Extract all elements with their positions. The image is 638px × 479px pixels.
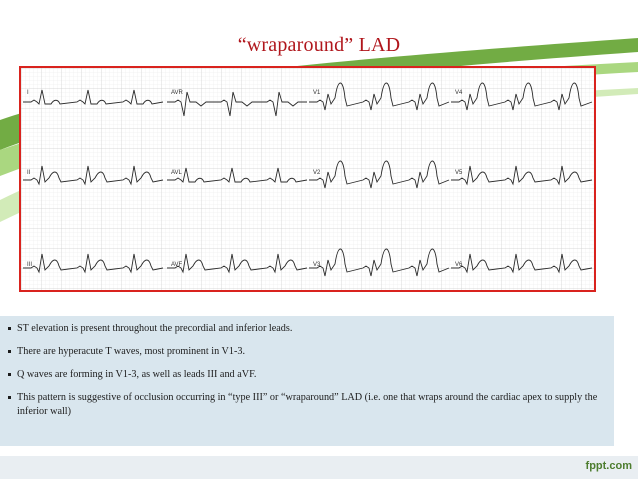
- lead-label-v4: V4: [455, 90, 463, 96]
- finding-item: ST elevation is present throughout the precordial and inferior leads.: [8, 322, 614, 336]
- findings-panel: [0, 316, 614, 446]
- lead-label-v6: V6: [455, 262, 463, 268]
- finding-item: There are hyperacute T waves, most prominent in V1-3.: [8, 345, 614, 359]
- lead-label-avf: AVF: [171, 262, 183, 268]
- ecg-strip: [19, 66, 596, 292]
- finding-item: This pattern is suggestive of occlusion occurring in “type III” or “wraparound” LAD (i.e. one that wraps around the cardiac apex to supply the inferior wall): [8, 391, 614, 419]
- ecg-tracing: [21, 68, 594, 290]
- lead-label-iii: III: [27, 262, 33, 268]
- lead-label-v1: V1: [313, 90, 321, 96]
- lead-label-ii: II: [27, 170, 31, 176]
- lead-label-v2: V2: [313, 170, 321, 176]
- lead-label-avl: AVL: [171, 170, 182, 176]
- slide-title: “wraparound” LAD: [237, 34, 401, 56]
- footer-bar: [0, 456, 638, 479]
- lead-label-i: I: [27, 90, 29, 96]
- finding-item: Q waves are forming in V1-3, as well as leads III and aVF.: [8, 368, 614, 382]
- lead-label-avr: AVR: [171, 90, 183, 96]
- findings-list: [0, 316, 614, 419]
- lead-label-v5: V5: [455, 170, 463, 176]
- brand-logo: fppt.com: [585, 460, 632, 472]
- lead-label-v3: V3: [313, 262, 321, 268]
